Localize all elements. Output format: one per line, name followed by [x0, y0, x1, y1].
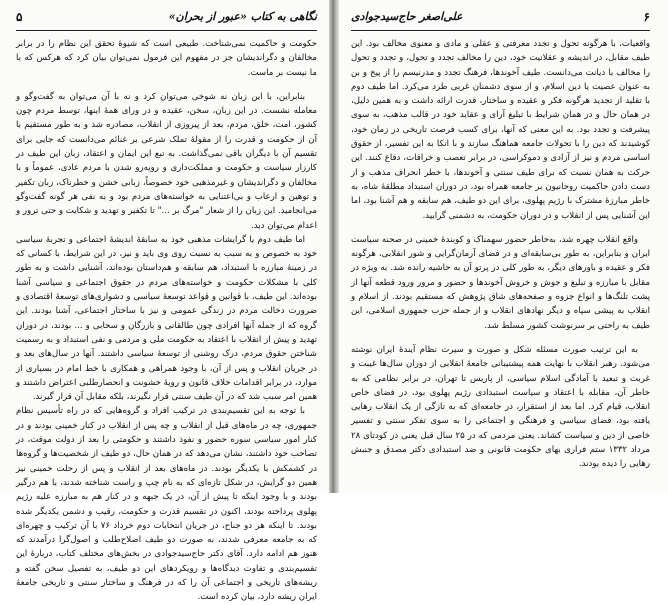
- left-paragraph-1: حکومت و حاکمیت نمی‌شناخت. طبیعی است که شیوهٔ تحقق این نظام را در برابر مخالفان و دگراندیشان جز در مفهوم این فرمول نمی‌توان بیان کرد که هرکس که با ما نیست بر ماست.: [16, 39, 317, 78]
- left-running-title: نگاهی به کتاب «عبور از بحران»: [168, 10, 317, 23]
- right-paragraph-2: واقع انقلاب چهره شد، به‌خاطر حضور سهمناک و کوبندهٔ خمینی در صحنه سیاست ایران و بنابراین، به طور بی‌سابقه‌ای و در فضای آرمان‌گرایی و شور انقلابی، هرگونه فکر و عقیده و باورهای دیگر، به طور کلی در پرتو آن به حاشیه رانده شد. به ویژه در مقابل با مبارزه و تبلیغ و جوش و خروش آخوندها و حضور و مرور ورود قطعه آنها از پشت تلنگ‌ها و انواع جزوه و صفحه‌های شاق پژوهش که مستقیم بودند. از اسلام و انقلاب به پیشی سپاه و دیگر نهادهای انقلاب و از جمله حزب جمهوری اسلامی، این طیف به راحتی بر سرنوشت کشور مسلط شد.: [351, 234, 650, 331]
- left-paragraph-3: اما طیف دوم یا گرایشات مذهبی خود به سابقهٔ اندیشهٔ اجتماعی و تجربهٔ سیاسی خود به خصوص و به سبب به نسبت روی وی باید و نیز، در این شرایط، با کسانی که در زمینهٔ مبارزه با استبداد، هم سابقه و هم‌داستان بوده‌اند، آشنایی داشت و به طور کلی با مشکلات حکومت و خواسته‌های مردم در حقوق اجتماعی و سیاسی آشنا بوده‌اند. این طیف، با قوانین و قواعد توسعهٔ سیاسی و دشواری‌های توسعهٔ اقتصادی و ضرورت دخالت مردم در زندگی عمومی و نیز با ساختار اجتماعی، آشنا بودند. این گروه که از جمله آنها افرادی چون طالقانی و بازرگان و سحابی و ... بودند، در دوران تهدید و پیش از انقلاب با اعتقاد به حکومت ملی و مردمی و نفی استبداد و به رسمیت شناختن حقوق مردم، درک روشنی از توسعهٔ سیاسی داشتند. آنها در سال‌های بعد و در جریان انقلاب و پس از آن، با وجود همراهی و همکاری با خط امام در بسیاری از موارد، در برابر اقدامات خلاف قانون و رویهٔ خشونت و انحصارطلبی اعتراض داشتند و همین امر سبب شد که در آن طیف سنتی قرار نگیرند، بلکه مقابل آن قرار گیرند.: [16, 234, 317, 403]
- right-page-header: [351, 8, 650, 31]
- right-page-number: ۶: [643, 10, 650, 24]
- left-paragraph-4: با توجه به این تقسیم‌بندی در ترکیب افراد و گروه‌هایی که در راه تأسیس نظام جمهوری، چه در ماه‌های قبل از انقلاب و چه پس از انقلاب در کنار خمینی بودند و در کنار امور سیاسی سوره حضور و نفوذ داشتند و حکومتی را بعد از دولت موقت، در تصاحب خود داشتند، نشان می‌دهد که در همان حال، دو طیف از شخصیت‌ها و گروه‌ها در کشمکش با یکدیگر بودند. در ماه‌های بعد از انقلاب و پس از رحلت خمینی نیز همین دو گرایش، در شکل تازه‌ای که به نام چپ و راست شناخته شدند، با هم درگیر بودند و با وجود اینکه تا پیش از آن، در یک جبهه و در کنار هم به مبارزه علیه رژیم پهلوی پرداخته بودند، اکنون در تقسیم قدرت و حکومت، رقیب و دشمن یکدیگر شده بودند. تا اینکه هر دو جناح، در جریان انتخابات دوم خرداد ۷۶ با آن ترکیب و چهره‌ای که به جامعه معرفی شدند، به صورت دو طیف اصلاح‌طلب و اصول‌گرا درآمدند که هنوز هم ادامه دارد. آقای دکتر حاج‌سیدجوادی در بخش‌های مختلف کتاب، دربارهٔ این تقسیم‌بندی و تفاوت دیدگاه‌ها و رویکردهای این دو طیف، به تفصیل سخن گفته و ریشه‌های تاریخی و اجتماعی آن را که در فرهنگ و ساختار سنتی و تاریخی جامعهٔ ایران ریشه دارد، بیان کرده است.: [16, 406, 317, 603]
- book-gutter: [329, 0, 339, 493]
- left-paragraph-2: بنابراین، با این زبان نه شوخی می‌توان کرد و نه با آن می‌توان به گفت‌وگو و معامله نشست. در این زبان، سخن، عقیده و در ورای همهٔ اینها، توسط مردم چون کشور، امت، خلق، مردم، بعد از پیروزی از انقلاب، مصادره شد و به طور مستقیم با آن از حکومت و قدرت را از مقولهٔ تملک شرعی بر غنائم می‌دانست که جایی برای تقسیم آن با دیگران باقی نمی‌گذاشت. به تبع این ایمان و اعتقاد، زبان این طیف در کارزار سیاست و حکومت و مملکت‌داری و رویه‌رو شدن با مردم عادی، عموماً و با مخالفان و دگراندیشان و غیرمذهبی خود خصوصاً، زبانی خشن و خطرناک، زبان تکفیر و توهین و ارعاب و بی‌اعتنایی به خواسته‌های مردم بود و به نفی هر گونه گفت‌وگو می‌انجامید. این زبان را از شعار "مرگ بر ..." تا تکفیر و تهدید و شکایت و حتی ترور و اعدام می‌توان دید.: [16, 91, 317, 231]
- right-page: [339, 0, 668, 493]
- right-paragraph-1: واقعیات، با هرگونه تحول و تجدد معرفتی و عقلی و مادی و معنوی مخالف بود. این طیف مقابل، در اندیشه و عقلانیت خود، دین را مخالف تجدد و تحول، و تجدد و تحول را مخالف با دیانت می‌دانست. طیف آخوندها، فرهنگ تجدد و مدرنیسم را از پیخ و بن به عنوان عصیت یا دین اسلام، و از سوی دشمنان غربی طرد می‌کرد. اما طیف دوم با تقلید از تجدید هرگونه فکر و عقیده و ساختار، قدرت ارائه داشت و به همین دلیل، در همان حال و در همان شرایط با تبلیغ آرای و عقاید خود در قالب مذهب، به سوی پیشرفت و تجدد بود. به این معنی که آنها، برای کسب فرصت تاریخی در زمان خود، کوشیدند که دین را با تحولات جامعه هماهنگ سازند و با اتکا به این تفسیر، از حقوق اساسی مردم و نیز از آزادی و دموکراسی، در برابر تعصب و خرافات، دفاع کنند. این حرکت به همان نسبت که برای طیف سنتی و آخوندها، با خطر انحراف مذهب و از دست دادن حاکمیت روحانیون بر جامعه همراه بود، در دوران استبداد مطلقهٔ شاه، به خاطر مبارزهٔ مشترک با رژیم پهلوی، برای این دو طیف، هم سابقه و هم آشنا بود، اما این آشنایی پس از انقلاب و در دوران حکومت، به دشمنی گرایید.: [351, 39, 650, 221]
- left-body-text: [16, 37, 317, 603]
- left-page: [0, 0, 329, 603]
- left-page-number: ۵: [16, 10, 23, 24]
- right-body-text: [351, 37, 650, 487]
- right-running-title: علی‌اصغر حاج‌سیدجوادی: [351, 10, 463, 23]
- right-paragraph-3: به این ترتیب صورت مسئله شکل و صورت و سیرت نظام آیندهٔ ایران نوشته می‌شود. رهبر انقلاب با نهایت همه پیشتیبانی جامعهٔ انقلابی از دوران سال‌ها غیبت و غربت و تبعید با آمادگی اسلام سیاسی، از پاریس تا تهران، در برابر نظامی که به خاطر آن، مقابله با اعتقاد و سیاست استبدادی رژیم پهلوی بود، در فضای خاص انقلاب، قیام کرد. اما بعد از استقرار، در جامعه‌ای که به تازگی از یک انقلاب رهایی یافته بود، فضای سیاسی و فرهنگی و اجتماعی را به سوی تفکر سنتی و تفسیر خاصی از دین و سیاست کشاند. یعنی مردمی که در ۲۵ سال قبل یعنی در کودتای ۲۸ مرداد ۱۳۳۲ ستم فراری بهای حکومت قانونی و ضد استبدادی دکتر مصدق و جنبش رهایی را دیده بودند.: [351, 344, 650, 470]
- left-page-header: [16, 8, 317, 31]
